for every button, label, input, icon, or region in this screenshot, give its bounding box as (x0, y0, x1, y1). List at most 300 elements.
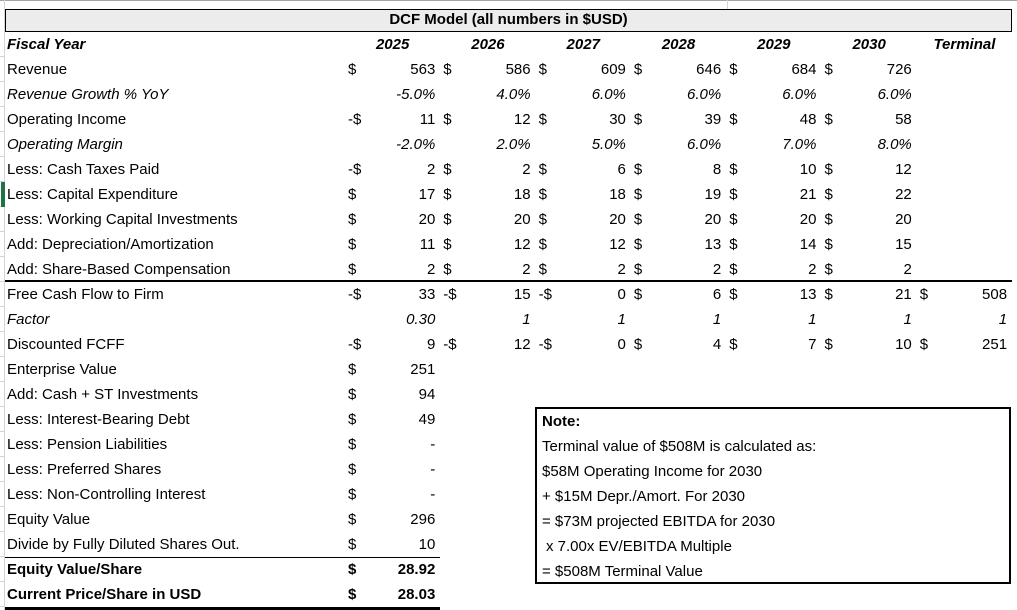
cell-value: 11 (419, 236, 436, 253)
table-cell[interactable] (726, 232, 821, 257)
table-row (5, 382, 1012, 407)
table-cell[interactable] (917, 357, 1012, 382)
table-cell[interactable] (726, 82, 821, 107)
row-label[interactable]: Revenue Growth % YoY (7, 86, 169, 103)
column-header[interactable]: 2030 (852, 36, 886, 53)
table-cell[interactable] (631, 82, 726, 107)
table-cell[interactable] (440, 182, 535, 207)
cell-value: 6 (712, 286, 722, 303)
table-cell[interactable] (536, 257, 631, 282)
table-cell[interactable] (345, 282, 440, 307)
currency-symbol: $ (633, 336, 643, 353)
table-cell[interactable] (440, 232, 535, 257)
table-row (5, 357, 1012, 382)
table-cell[interactable] (440, 157, 535, 182)
top-gridline (0, 0, 1017, 1)
table-cell[interactable] (631, 582, 726, 610)
table-cell[interactable] (440, 557, 535, 582)
table-cell[interactable] (345, 407, 440, 432)
column-gridline-tick (727, 0, 728, 9)
cell-value: 6.0% (686, 136, 722, 153)
currency-symbol: $ (538, 261, 547, 278)
cell-value: 13 (704, 236, 722, 253)
table-cell[interactable] (440, 532, 535, 558)
table-row (5, 82, 1012, 107)
table-row (5, 257, 1012, 282)
column-header[interactable]: 2029 (757, 36, 791, 53)
table-cell[interactable] (821, 82, 916, 107)
currency-symbol: $ (919, 286, 929, 303)
cell-value: 2 (903, 261, 912, 278)
table-cell[interactable] (631, 357, 726, 382)
table-cell[interactable] (536, 282, 631, 307)
table-cell[interactable] (440, 282, 535, 307)
table-cell[interactable] (345, 332, 440, 357)
currency-symbol: $ (729, 61, 738, 78)
table-cell[interactable] (917, 57, 1012, 82)
table-cell[interactable] (345, 357, 440, 382)
cell-value: 6.0% (782, 86, 817, 103)
cell-value: - (430, 486, 436, 503)
cell-value: 8.0% (877, 136, 912, 153)
column-header[interactable]: 2027 (566, 36, 600, 53)
currency-symbol: $ (443, 61, 452, 78)
table-cell[interactable] (345, 132, 440, 157)
cell-value: 21 (799, 186, 817, 203)
table-cell[interactable] (917, 307, 1012, 332)
cell-value: 4 (712, 336, 722, 353)
table-cell[interactable] (536, 232, 631, 257)
row-label[interactable]: Free Cash Flow to Firm (7, 286, 164, 303)
table-cell[interactable] (726, 332, 821, 357)
currency-symbol: $ (633, 61, 643, 78)
table-cell[interactable] (440, 457, 535, 482)
cell-value: 12 (513, 236, 531, 253)
currency-symbol: $ (348, 261, 357, 278)
currency-symbol: $ (633, 286, 643, 303)
cell-value: 2 (617, 261, 626, 278)
note-line: $58M Operating Income for 2030 (542, 463, 763, 480)
cell-value: 11 (419, 111, 436, 128)
cell-value: 10 (799, 161, 817, 178)
column-header[interactable]: 2026 (471, 36, 505, 53)
table-cell[interactable] (821, 357, 916, 382)
table-cell[interactable] (726, 582, 821, 610)
table-cell[interactable] (440, 132, 535, 157)
table-cell[interactable] (917, 332, 1012, 357)
note-heading: Note: (542, 413, 581, 430)
table-cell[interactable] (345, 557, 440, 582)
table-cell[interactable] (345, 482, 440, 507)
table-cell[interactable] (345, 432, 440, 457)
table-cell[interactable] (917, 107, 1012, 132)
cell-value: 2 (522, 261, 531, 278)
currency-symbol: $ (919, 336, 929, 353)
note-line: = $73M projected EBITDA for 2030 (542, 513, 776, 530)
cell-value: 12 (609, 236, 626, 253)
cell-value: 1 (808, 311, 817, 328)
row-label[interactable]: Less: Cash Taxes Paid (7, 161, 160, 178)
currency-symbol: $ (538, 61, 547, 78)
currency-symbol: $ (348, 486, 357, 503)
currency-symbol: $ (348, 536, 357, 553)
row-label[interactable]: Less: Interest-Bearing Debt (7, 411, 190, 428)
cell-value: 48 (799, 111, 817, 128)
table-cell[interactable] (821, 132, 916, 157)
model-title-cell[interactable]: DCF Model (all numbers in $USD) (5, 9, 1012, 32)
cell-value: 726 (886, 61, 912, 78)
table-cell[interactable] (536, 357, 631, 382)
table-cell[interactable] (536, 307, 631, 332)
cell-value: 2.0% (496, 136, 531, 153)
table-cell[interactable] (536, 207, 631, 232)
currency-symbol: $ (348, 211, 357, 228)
cell-value: 7.0% (782, 136, 817, 153)
currency-symbol: $ (633, 236, 643, 253)
currency-symbol: $ (824, 161, 833, 178)
note-box[interactable] (535, 407, 1011, 584)
cell-value: 30 (609, 111, 626, 128)
currency-symbol: -$ (443, 286, 457, 303)
cell-value: 1 (617, 311, 626, 328)
currency-symbol: $ (633, 111, 643, 128)
table-cell[interactable] (726, 57, 821, 82)
table-cell[interactable] (821, 257, 916, 282)
currency-symbol: -$ (348, 161, 362, 178)
table-cell[interactable] (345, 232, 440, 257)
table-row (5, 232, 1012, 257)
currency-symbol: $ (538, 236, 547, 253)
table-cell[interactable] (536, 57, 631, 82)
row-label[interactable]: Less: Preferred Shares (7, 461, 162, 478)
cell-value: 20 (799, 211, 817, 228)
table-cell[interactable] (726, 207, 821, 232)
cell-value: 2 (808, 261, 817, 278)
currency-symbol: $ (443, 261, 452, 278)
table-cell[interactable] (726, 282, 821, 307)
currency-symbol: $ (633, 161, 643, 178)
note-line: x 7.00x EV/EBITDA Multiple (546, 538, 732, 555)
cell-value: 586 (505, 61, 531, 78)
cell-value: - (430, 461, 436, 478)
table-cell[interactable] (631, 257, 726, 282)
currency-symbol: $ (729, 186, 738, 203)
table-cell[interactable] (440, 207, 535, 232)
currency-symbol: $ (824, 111, 833, 128)
table-cell[interactable] (917, 582, 1012, 610)
table-cell[interactable] (821, 332, 916, 357)
table-cell[interactable] (345, 382, 440, 407)
table-row (5, 107, 1012, 132)
table-cell[interactable] (440, 307, 535, 332)
table-cell[interactable] (345, 207, 440, 232)
currency-symbol: $ (729, 236, 738, 253)
row-label[interactable]: Factor (7, 311, 50, 328)
row-label[interactable]: Operating Income (7, 111, 127, 128)
table-row (5, 307, 1012, 332)
cell-value: 18 (609, 186, 626, 203)
row-label[interactable]: Discounted FCFF (7, 336, 125, 353)
table-cell[interactable] (440, 382, 535, 407)
cell-value: 49 (418, 411, 436, 428)
row-gridline-sliver (0, 32, 4, 608)
table-cell[interactable] (821, 182, 916, 207)
row-label[interactable]: Less: Working Capital Investments (7, 211, 238, 228)
table-cell[interactable] (917, 257, 1012, 282)
table-cell[interactable] (631, 332, 726, 357)
table-cell[interactable] (440, 57, 535, 82)
table-cell[interactable] (631, 132, 726, 157)
currency-symbol: -$ (538, 336, 552, 353)
table-row (5, 282, 1012, 307)
table-cell[interactable] (345, 82, 440, 107)
cell-value: 646 (696, 61, 722, 78)
cell-value: 94 (418, 386, 436, 403)
currency-symbol: -$ (443, 336, 457, 353)
cell-value: 15 (895, 236, 912, 253)
table-row (5, 157, 1012, 182)
cell-value: 39 (704, 111, 722, 128)
currency-symbol: $ (824, 336, 833, 353)
table-cell[interactable] (440, 82, 535, 107)
currency-symbol: $ (348, 561, 357, 578)
currency-symbol: $ (824, 186, 833, 203)
table-cell[interactable] (917, 182, 1012, 207)
currency-symbol: $ (729, 161, 738, 178)
row-label[interactable]: Enterprise Value (7, 361, 117, 378)
row-label[interactable]: Less: Pension Liabilities (7, 436, 168, 453)
table-cell[interactable] (917, 282, 1012, 307)
cell-value: 12 (895, 161, 912, 178)
cell-value: 2 (522, 161, 531, 178)
currency-symbol: $ (538, 186, 547, 203)
currency-symbol: $ (729, 286, 738, 303)
table-cell[interactable] (345, 57, 440, 82)
cell-value: 251 (982, 336, 1008, 353)
cell-value: 1 (903, 311, 912, 328)
column-header[interactable]: 2025 (375, 36, 410, 53)
currency-symbol: $ (348, 361, 357, 378)
table-cell[interactable] (726, 157, 821, 182)
cell-value: 20 (609, 211, 626, 228)
table-cell[interactable] (917, 82, 1012, 107)
table-cell[interactable] (821, 307, 916, 332)
table-cell[interactable] (726, 257, 821, 282)
table-cell[interactable] (917, 382, 1012, 407)
currency-symbol: $ (729, 336, 738, 353)
table-cell[interactable] (726, 182, 821, 207)
table-cell[interactable] (631, 157, 726, 182)
table-cell[interactable] (821, 582, 916, 610)
cell-value: 8 (712, 161, 722, 178)
table-cell[interactable] (536, 132, 631, 157)
table-row (5, 582, 1012, 607)
currency-symbol: -$ (348, 336, 362, 353)
row-label[interactable]: Equity Value (7, 511, 91, 528)
row-label[interactable]: Less: Non-Controlling Interest (7, 486, 206, 503)
table-cell[interactable] (821, 107, 916, 132)
currency-symbol: $ (443, 161, 452, 178)
cell-value: 684 (791, 61, 817, 78)
table-cell[interactable] (440, 257, 535, 282)
table-cell[interactable] (440, 432, 535, 457)
currency-symbol: $ (348, 511, 357, 528)
table-cell[interactable] (821, 207, 916, 232)
currency-symbol: -$ (538, 286, 552, 303)
cell-value: 9 (426, 336, 436, 353)
cell-value: 20 (513, 211, 531, 228)
cell-value: 6.0% (686, 86, 722, 103)
cell-value: 563 (410, 61, 436, 78)
table-cell[interactable] (726, 307, 821, 332)
row-label[interactable]: Less: Capital Expenditure (7, 186, 178, 203)
table-cell[interactable] (917, 232, 1012, 257)
table-cell[interactable] (345, 257, 440, 282)
row-label[interactable]: Divide by Fully Diluted Shares Out. (5, 532, 345, 558)
table-cell[interactable] (726, 132, 821, 157)
table-cell[interactable] (345, 307, 440, 332)
row-label[interactable]: Equity Value/Share (7, 561, 143, 578)
table-cell[interactable] (631, 232, 726, 257)
cell-value: 12 (513, 336, 531, 353)
currency-symbol: -$ (348, 286, 362, 303)
table-cell[interactable] (345, 457, 440, 482)
cell-value: 10 (895, 336, 912, 353)
table-cell[interactable] (440, 357, 535, 382)
note-line: Terminal value of $508M is calculated as: (542, 438, 817, 455)
currency-symbol: $ (729, 111, 738, 128)
cell-value: 17 (418, 186, 436, 203)
cell-value: 6.0% (591, 86, 626, 103)
table-cell[interactable] (726, 107, 821, 132)
table-cell[interactable] (440, 507, 535, 532)
row-label[interactable]: Revenue (7, 61, 68, 78)
table-cell[interactable] (917, 207, 1012, 232)
table-cell[interactable] (726, 382, 821, 407)
table-row (5, 182, 1012, 207)
cell-value: 296 (410, 511, 436, 528)
row-label[interactable]: Add: Cash + ST Investments (7, 386, 199, 403)
currency-symbol: $ (824, 261, 833, 278)
table-cell[interactable] (821, 382, 916, 407)
table-cell[interactable] (631, 182, 726, 207)
table-cell[interactable] (821, 232, 916, 257)
table-cell[interactable] (345, 507, 440, 532)
table-cell[interactable] (536, 382, 631, 407)
table-cell[interactable] (821, 282, 916, 307)
table-cell[interactable] (345, 582, 440, 610)
table-cell[interactable] (631, 57, 726, 82)
cell-value: - (430, 436, 436, 453)
cell-value: 13 (799, 286, 817, 303)
currency-symbol: $ (633, 261, 643, 278)
table-cell[interactable] (631, 107, 726, 132)
cell-value: 12 (513, 111, 531, 128)
currency-symbol: $ (348, 586, 357, 603)
table-cell[interactable] (440, 332, 535, 357)
column-header[interactable]: 2028 (661, 36, 696, 53)
currency-symbol: $ (824, 236, 833, 253)
currency-symbol: $ (348, 236, 357, 253)
table-cell[interactable] (536, 82, 631, 107)
table-cell[interactable] (821, 57, 916, 82)
currency-symbol: $ (538, 111, 547, 128)
table-cell[interactable] (536, 157, 631, 182)
table-cell[interactable] (536, 107, 631, 132)
table-cell[interactable] (345, 182, 440, 207)
cell-value: 15 (513, 286, 531, 303)
row-label[interactable]: Current Price/Share in USD (5, 582, 345, 610)
currency-symbol: $ (824, 286, 833, 303)
column-header[interactable]: Terminal (933, 36, 996, 53)
cell-value: 1 (998, 311, 1008, 328)
note-line: = $508M Terminal Value (542, 563, 703, 580)
table-cell[interactable] (631, 282, 726, 307)
currency-symbol: $ (729, 261, 738, 278)
cell-value: 14 (799, 236, 817, 253)
cell-value: 6 (617, 161, 626, 178)
cell-value: 2 (426, 161, 436, 178)
row-label[interactable]: Operating Margin (7, 136, 123, 153)
cell-value: 6.0% (877, 86, 912, 103)
table-cell[interactable] (726, 357, 821, 382)
table-cell[interactable] (631, 207, 726, 232)
table-row (5, 57, 1012, 82)
cell-value: 19 (704, 186, 722, 203)
cell-value: 28.03 (397, 586, 436, 603)
currency-symbol: $ (443, 236, 452, 253)
row-label[interactable]: Add: Share-Based Compensation (7, 261, 231, 278)
currency-symbol: $ (633, 186, 643, 203)
currency-symbol: $ (348, 436, 357, 453)
currency-symbol: $ (348, 411, 357, 428)
table-row (5, 132, 1012, 157)
cell-value: 20 (895, 211, 912, 228)
cell-value: -2.0% (396, 136, 436, 153)
table-header-row (5, 32, 1012, 57)
table-cell[interactable] (345, 107, 440, 132)
currency-symbol: $ (348, 61, 357, 78)
table-cell[interactable] (917, 157, 1012, 182)
table-cell[interactable] (345, 532, 440, 558)
table-cell[interactable] (536, 582, 631, 610)
currency-symbol: $ (538, 211, 547, 228)
cell-value: 33 (418, 286, 436, 303)
table-cell[interactable] (440, 582, 535, 610)
table-cell[interactable] (631, 307, 726, 332)
cell-value: -5.0% (396, 86, 436, 103)
table-cell[interactable] (631, 382, 726, 407)
currency-symbol: $ (443, 186, 452, 203)
currency-symbol: $ (729, 211, 738, 228)
table-cell[interactable] (345, 157, 440, 182)
table-cell[interactable] (917, 132, 1012, 157)
table-row (5, 332, 1012, 357)
note-line: + $15M Depr./Amort. For 2030 (542, 488, 746, 505)
table-cell[interactable] (536, 182, 631, 207)
currency-symbol: $ (538, 161, 547, 178)
row-label[interactable]: Add: Depreciation/Amortization (7, 236, 214, 253)
table-cell[interactable] (440, 482, 535, 507)
cell-value: 28.92 (397, 561, 436, 578)
table-cell[interactable] (536, 332, 631, 357)
table-cell[interactable] (440, 107, 535, 132)
fiscal-year-label[interactable]: Fiscal Year (7, 36, 86, 53)
table-cell[interactable] (821, 157, 916, 182)
table-cell[interactable] (440, 407, 535, 432)
currency-symbol: $ (443, 111, 452, 128)
cell-value: 0 (617, 286, 626, 303)
